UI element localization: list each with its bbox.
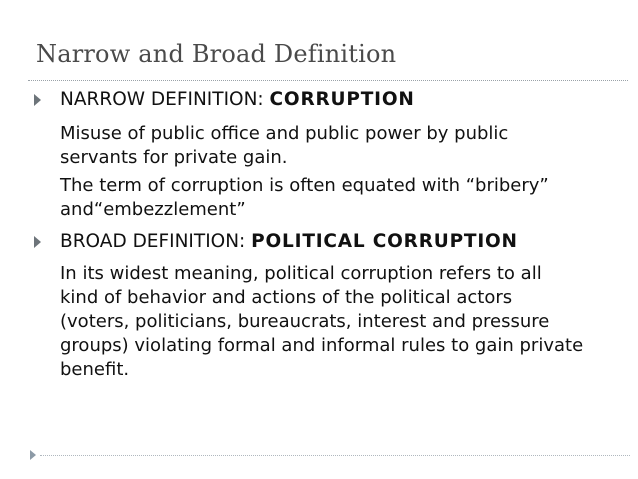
paragraph-line: (voters, politicians, bureaucrats, interest and pressure	[60, 311, 550, 332]
narrow-definition-term: CORRUPTION	[269, 89, 415, 110]
paragraph-line: benefit.	[60, 359, 130, 380]
broad-definition-label: BROAD DEFINITION:	[60, 231, 252, 252]
narrow-definition-paragraph	[60, 122, 620, 170]
paragraph-line: and“embezzlement”	[60, 199, 246, 220]
slide-title: Narrow and Broad Definition	[36, 40, 397, 68]
paragraph-line: groups) violating formal and informal rules to gain private	[60, 335, 584, 356]
broad-definition-heading	[60, 230, 518, 254]
footer-chevron-icon	[30, 450, 36, 460]
bullet-arrow-icon	[34, 236, 41, 248]
narrow-definition-label: NARROW DEFINITION:	[60, 89, 270, 110]
narrow-definition-heading	[60, 88, 415, 112]
paragraph-line: In its widest meaning, political corruption refers to all	[60, 263, 542, 284]
footer-divider	[40, 455, 630, 456]
narrow-definition-note	[60, 174, 620, 222]
paragraph-line: The term of corruption is often equated with “bribery”	[60, 175, 549, 196]
broad-definition-paragraph	[60, 262, 620, 382]
paragraph-line: servants for private gain.	[60, 147, 288, 168]
broad-definition-term: POLITICAL CORRUPTION	[251, 231, 518, 252]
paragraph-line: kind of behavior and actions of the political actors	[60, 287, 513, 308]
paragraph-line: Misuse of public office and public power by public	[60, 123, 509, 144]
title-divider	[28, 80, 628, 81]
bullet-arrow-icon	[34, 94, 41, 106]
